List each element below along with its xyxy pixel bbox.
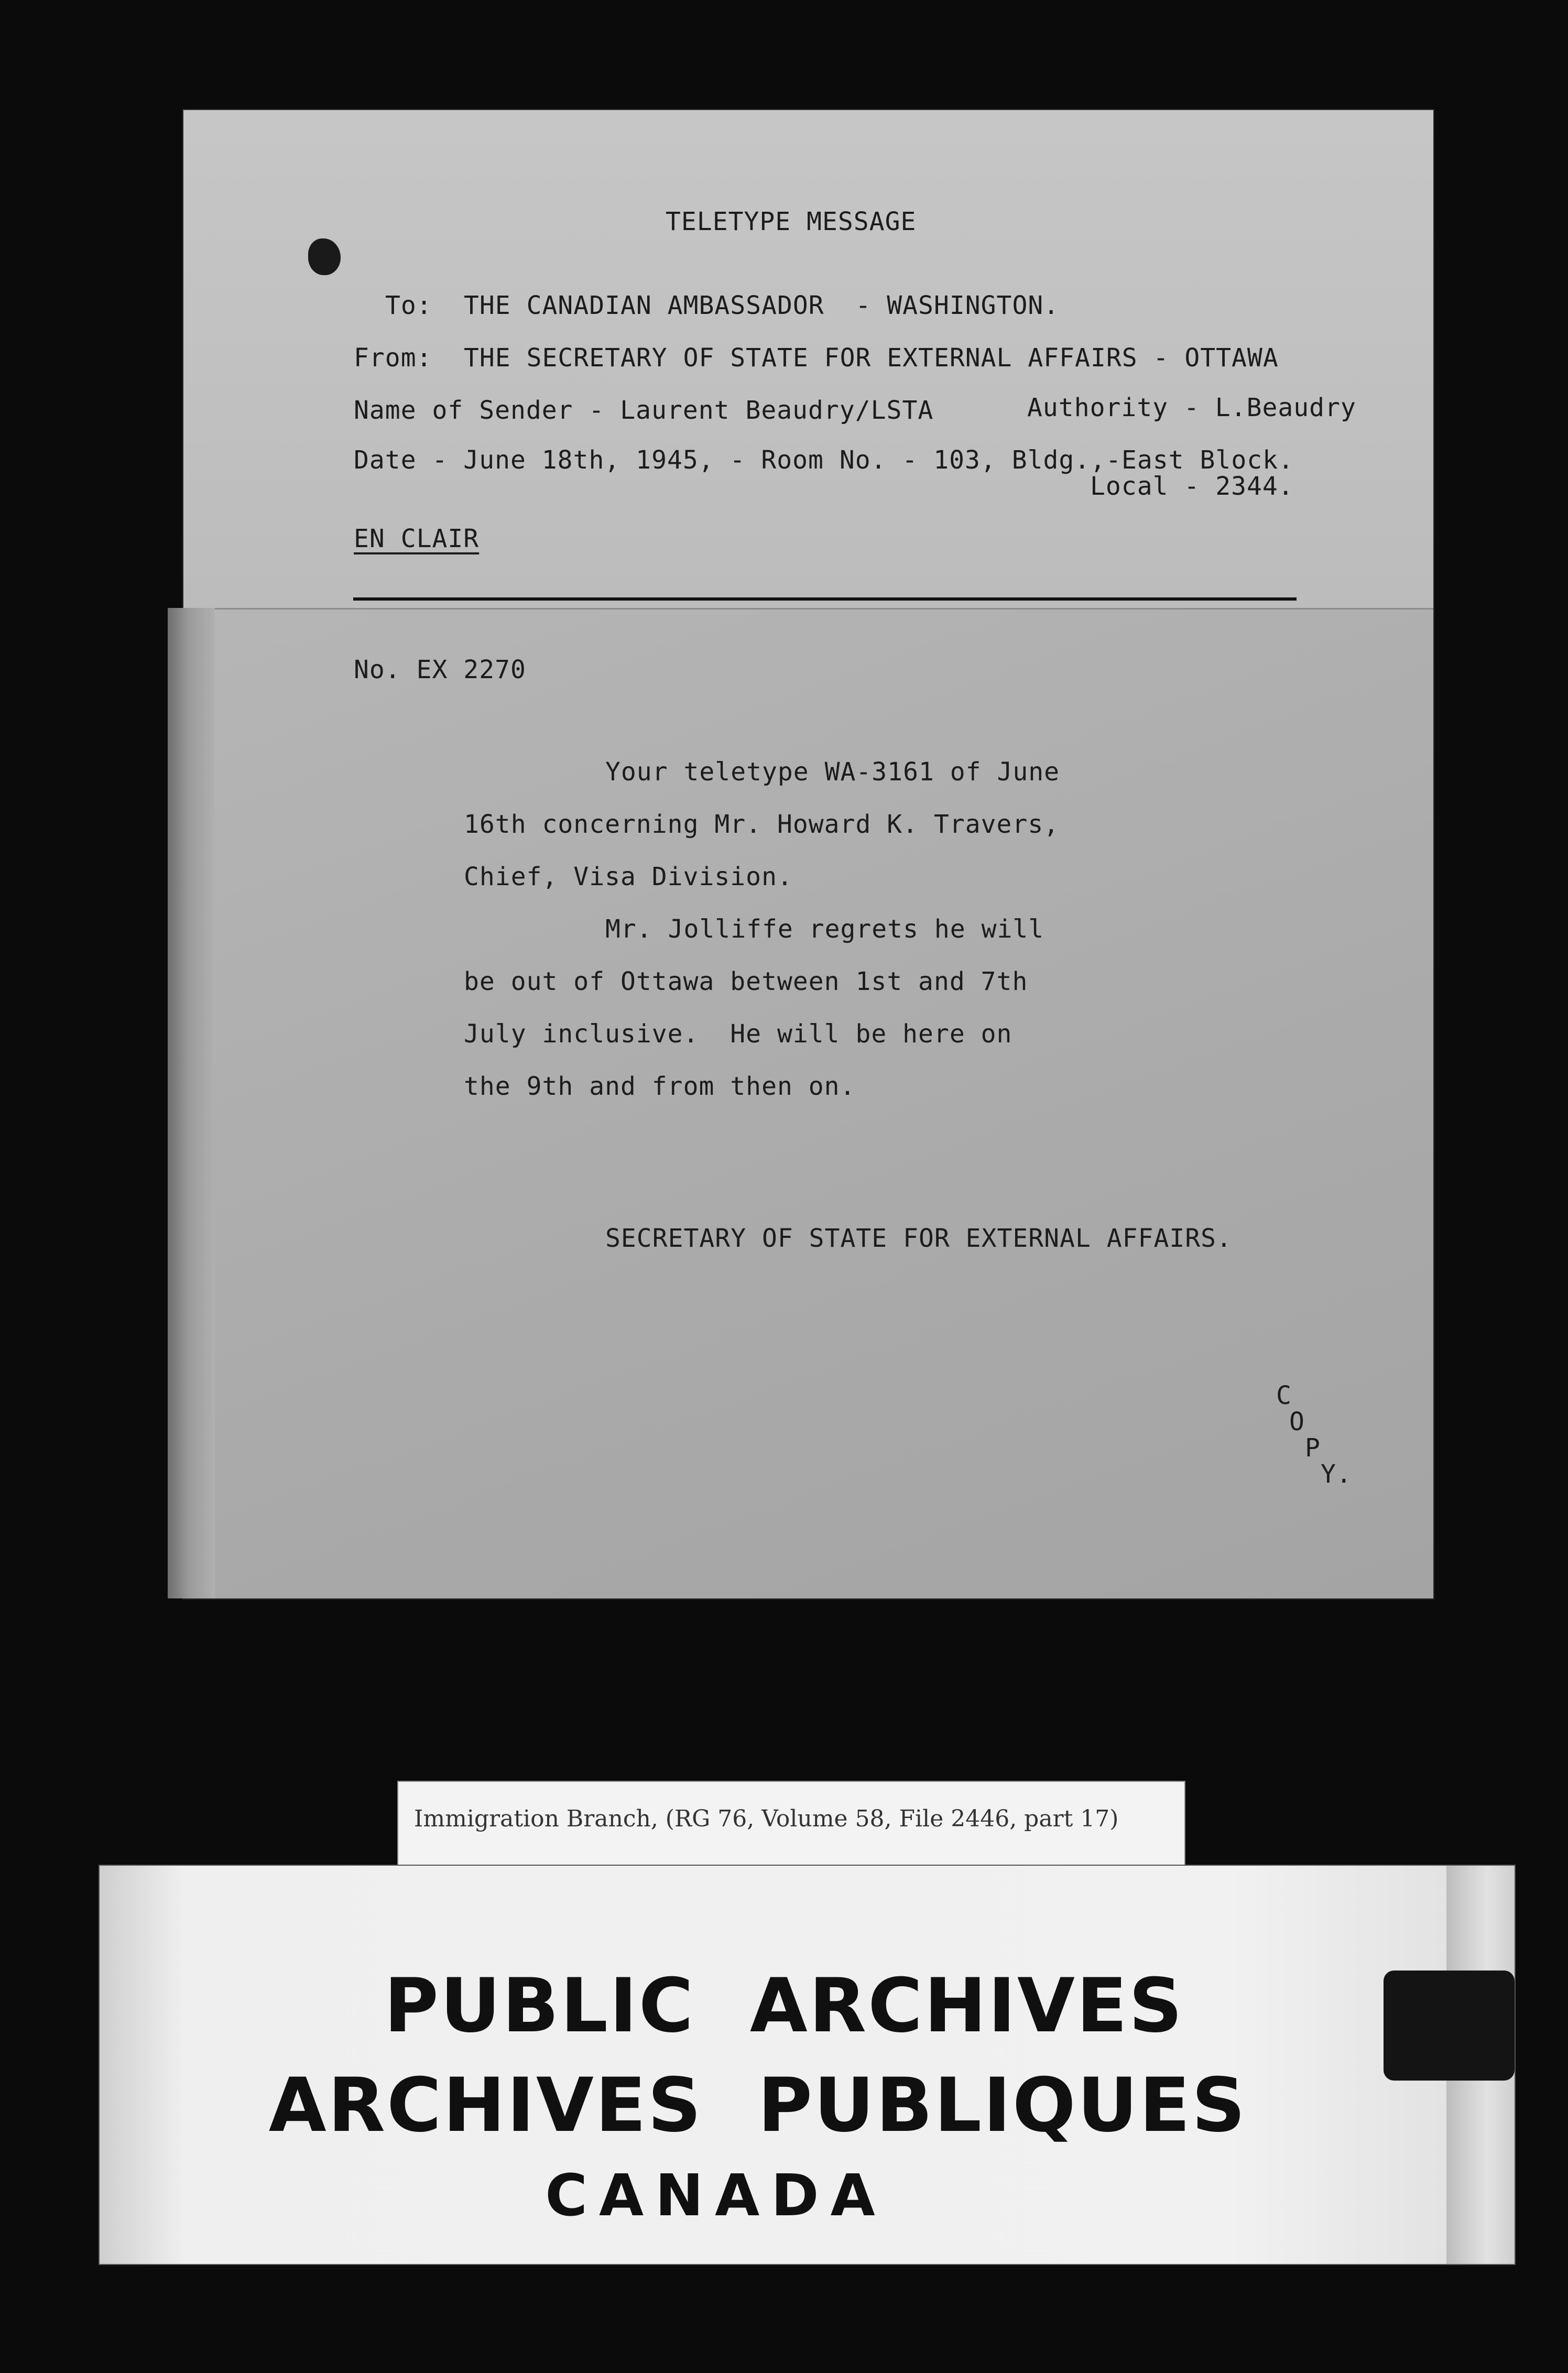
to-label: To: bbox=[385, 291, 432, 320]
from-value: THE SECRETARY OF STATE FOR EXTERNAL AFFAIRS - OTTAWA bbox=[464, 343, 1279, 373]
body-line: Chief, Visa Division. bbox=[464, 862, 793, 891]
body-line: July inclusive. He will be here on bbox=[464, 1019, 1012, 1049]
body-line: Your teletype WA-3161 of June bbox=[605, 757, 1060, 787]
from-label: From: bbox=[354, 343, 432, 373]
archive-reference-text: Immigration Branch, (RG 76, Volume 58, File 2446, part 17) bbox=[414, 1805, 1119, 1832]
body-line: be out of Ottawa between 1st and 7th bbox=[464, 967, 1028, 996]
copy-letter: P bbox=[1305, 1433, 1321, 1463]
copy-letter: C bbox=[1276, 1381, 1292, 1410]
copy-letter: Y. bbox=[1321, 1460, 1352, 1489]
date-line: Date - June 18th, 1945, - Room No. - 103, Bldg.,-East Block. bbox=[354, 445, 1294, 475]
message-number: No. EX 2270 bbox=[354, 655, 526, 684]
copy-letter: O bbox=[1289, 1407, 1305, 1436]
to-value: THE CANADIAN AMBASSADOR - WASHINGTON. bbox=[464, 291, 1060, 320]
sheet-left-edge bbox=[168, 608, 215, 1598]
banner-line-public-archives: PUBLIC ARCHIVES bbox=[384, 1963, 1184, 2049]
local-line: Local - 2344. bbox=[1090, 472, 1294, 501]
banner-line-canada: CANADA bbox=[545, 2162, 887, 2229]
body-line: the 9th and from then on. bbox=[464, 1072, 856, 1101]
banner-line-archives-publiques: ARCHIVES PUBLIQUES bbox=[268, 2062, 1247, 2149]
separator-rule bbox=[353, 597, 1297, 601]
teletype-sheet bbox=[183, 110, 1433, 1598]
signature-line: SECRETARY OF STATE FOR EXTERNAL AFFAIRS. bbox=[605, 1224, 1232, 1253]
authority-line: Authority - L.Beaudry bbox=[1027, 393, 1356, 422]
punch-hole bbox=[308, 238, 341, 275]
message-heading: TELETYPE MESSAGE bbox=[666, 207, 917, 236]
body-line: 16th concerning Mr. Howard K. Travers, bbox=[464, 810, 1060, 839]
body-line: Mr. Jolliffe regrets he will bbox=[605, 915, 1044, 944]
en-clair-label: EN CLAIR bbox=[354, 524, 480, 553]
sender-line: Name of Sender - Laurent Beaudry/LSTA bbox=[354, 396, 934, 425]
